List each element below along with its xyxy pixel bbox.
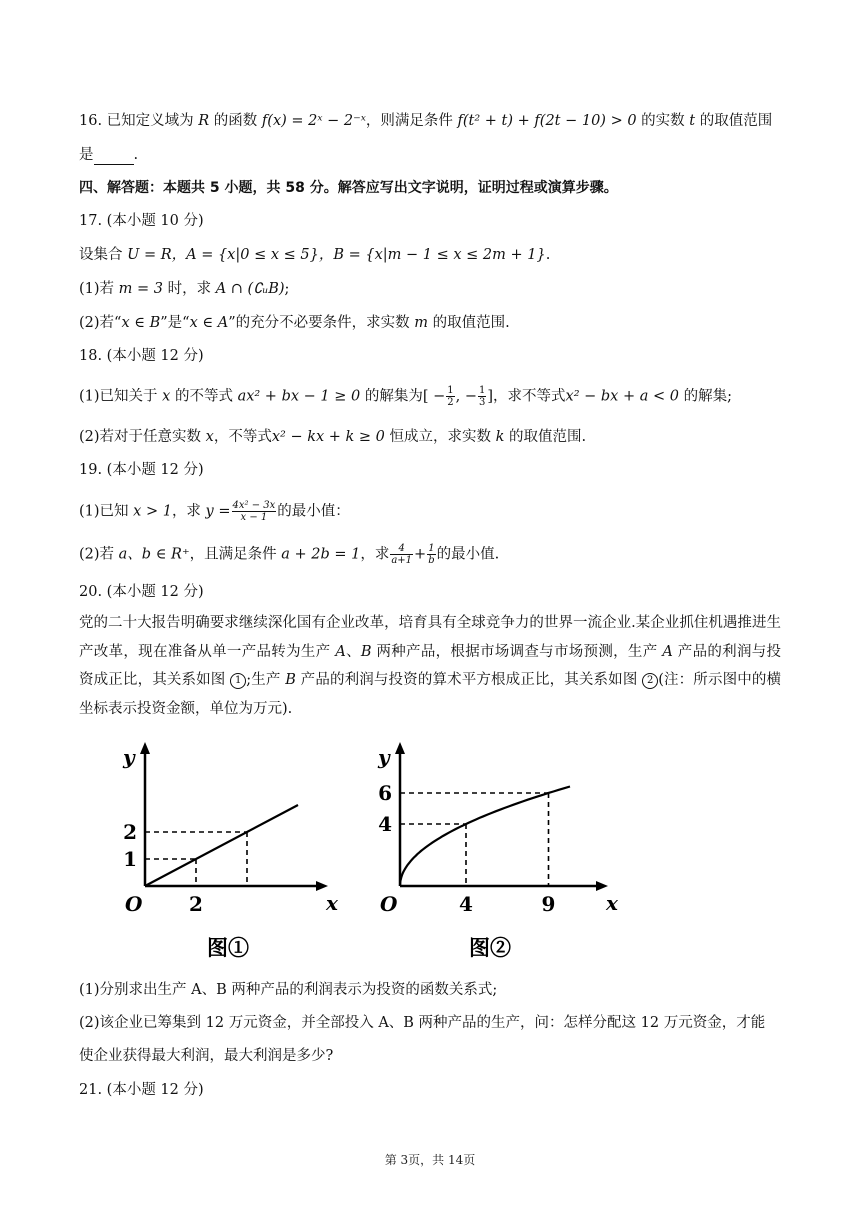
q20-part-1: (1)分别求出生产 A、B 两种产品的利润表示为投资的函数关系式; [79,982,498,998]
q18-text: 的取值范围. [504,429,587,445]
q16-text: 的函数 [209,113,262,129]
circled-number: 1 [230,673,246,689]
q17-text: ”的充分不必要条件，求实数 [228,315,415,331]
fraction-numerator: 4 [390,543,413,555]
q18-text: 恒成立，求实数 [384,429,496,445]
q20-text: 、 [345,643,361,660]
q17-expression: x ∈ A [189,315,229,331]
q19-text: ，求 [171,503,206,520]
x-tick-label: 2 [189,892,203,916]
q16-text: 的取值范围 [695,113,773,129]
q18-variable: k [495,429,505,445]
q16-line-2 [79,145,138,165]
q20-paragraph [79,609,781,723]
q18-variable: x [162,388,171,405]
x-axis-label: x [606,891,618,915]
y-axis-label: y [378,745,390,769]
q21-header: 21. (本小题 12 分) [79,1082,204,1098]
fraction [478,385,486,408]
q17-text: 设集合 [79,247,128,263]
figure-caption: 图① [207,935,249,960]
q16-domain: R [198,113,210,129]
q19-text: (2)若 [79,546,119,563]
q19-part-2 [79,543,499,566]
fraction-denominator: a+1 [391,555,413,566]
series-line [145,805,298,886]
q18-text: 的解集; [678,388,732,405]
q18-text: ，求不等式 [493,388,566,405]
q18-inequality: x² − kx + k ≥ 0 [271,429,385,445]
q16-function: f(x) = 2ˣ − 2⁻ˣ [261,113,366,129]
q17-text: 时，求 [163,281,216,297]
q17-text: (1)若 [79,281,119,297]
q20-text: 产品的利润与投资成正比，其关系如图 [79,643,782,688]
q19-condition: a + 2b = 1 [281,546,361,563]
x-tick-label: 9 [541,892,556,916]
q18-bracket: ] [487,388,494,405]
q19-text: ，且满足条件 [189,546,282,563]
q20-product-label: B [360,643,372,660]
q20-product-label: B [285,672,296,688]
q19-operator: + [414,546,427,563]
q17-text: 的取值范围. [427,315,510,331]
q19-text: (1)已知 [79,503,134,520]
q20-text: 党的二十大报告明确要求继续深化国有企业改革，培育具有全球竞争力的世界一流企业.某企业抓住机遇推进生产改革，现在准备从单一产品转为生产 [79,615,781,660]
y-axis-arrow [395,742,405,754]
q19-expression: y = [205,503,231,520]
q19-condition: x > 1 [133,503,172,520]
x-axis-arrow [316,881,328,891]
y-tick-label: 1 [123,847,137,871]
x-tick-label: 4 [459,892,473,916]
q18-separator: , − [455,388,477,405]
q17-part-2 [79,313,510,333]
fraction [427,543,435,566]
q16-line-1 [79,111,772,131]
q18-text: (1)已知关于 [79,388,163,405]
fraction [232,500,277,523]
q18-bracket: [ − [422,388,446,405]
q17-text: (2)若“ [79,315,122,331]
q20-text: 两种产品，根据市场调查与市场预测，生产 [371,643,663,660]
q19-condition: a、b ∈ R⁺ [118,546,190,563]
circled-number: 2 [642,673,658,689]
series-line [400,787,570,887]
fraction-denominator: 2 [447,397,454,408]
q17-sets [79,245,550,265]
q18-text: (2)若对于任意实数 [79,429,206,445]
y-tick-label: 2 [123,820,137,844]
q17-expression: A ∩ (∁ᵤB) [215,281,285,297]
q17-text: . [545,247,551,263]
q17-header: 17. (本小题 10 分) [79,213,204,229]
q19-text: ，求 [360,546,390,563]
answer-blank [94,150,134,165]
x-axis-label: x [326,891,338,915]
q16-condition: f(t² + t) + f(2t − 10) > 0 [457,113,637,129]
q17-set-definitions: U = R，A = {x|0 ≤ x ≤ 5}，B = {x|m − 1 ≤ x ≤ 2m + 1} [127,247,546,263]
q19-part-1 [79,500,350,523]
q20-text: (注：所示图中的横坐标表示投资金额，单位为万元). [79,672,782,717]
q16-text: . [133,147,139,163]
q20-text: ;生产 [246,672,286,688]
fraction [390,543,413,566]
q19-header: 19. (本小题 12 分) [79,462,204,478]
fraction-denominator: 3 [479,397,486,408]
q18-text: ，不等式 [213,429,272,445]
q18-inequality: ax² + bx − 1 ≥ 0 [237,388,361,405]
fraction-denominator: b [428,555,435,566]
q17-variable: m [414,315,428,331]
q17-text: ”是“ [160,315,190,331]
fraction [446,385,454,408]
q17-value: m = 3 [118,281,163,297]
q18-part-1 [79,385,732,408]
origin-label: O [380,892,398,916]
y-tick-label: 4 [378,812,392,836]
q17-expression: x ∈ B [121,315,161,331]
q16-text: 的实数 [636,113,690,129]
fraction-numerator: 4x² − 3x [232,500,276,511]
fraction-numerator: 1 [447,385,454,396]
q20-product-label: A [335,643,346,660]
q19-text: 的最小值： [277,503,350,520]
y-tick-label: 6 [378,781,392,805]
q16-text: 是 [79,147,94,163]
q20-part-2-line-1: (2)该企业已筹集到 12 万元资金，并全部投入 A、B 两种产品的生产，问：怎样分配这 12 万元资金，才能 [79,1015,766,1031]
y-axis-label: y [123,745,135,769]
q16-text: ，则满足条件 [365,113,458,129]
fraction-numerator: 1 [428,543,435,554]
q18-part-2 [79,427,586,447]
fraction-denominator: x − 1 [240,512,268,523]
q20-text: 产品的利润与投资的算术平方根成正比，其关系如图 [295,672,643,688]
q19-text: 的最小值. [436,546,500,563]
q20-product-label: A [662,643,673,660]
q16-variable: t [689,113,696,129]
page-footer: 第 3页，共 14页 [384,1153,476,1167]
q17-text: ; [284,281,290,297]
q17-part-1 [79,279,289,299]
q18-inequality: x² − bx + a < 0 [565,388,679,405]
section-heading: 四、解答题：本题共 5 小题，共 58 分。解答应写出文字说明，证明过程或演算步骤。 [79,180,618,196]
q20-header: 20. (本小题 12 分) [79,584,204,600]
q18-variable: x [205,429,214,445]
figure-caption: 图② [469,935,511,960]
y-axis-arrow [140,742,150,754]
origin-label: O [125,892,143,916]
fraction-numerator: 1 [479,385,486,396]
q20-figures [0,730,860,960]
x-axis-arrow [596,881,608,891]
q18-text: 的不等式 [170,388,238,405]
q20-part-2-line-2: 使企业获得最大利润，最大利润是多少? [79,1048,334,1064]
q18-text: 的解集为 [360,388,423,405]
q16-text: 16. 已知定义域为 [79,113,199,129]
q18-header: 18. (本小题 12 分) [79,348,204,364]
